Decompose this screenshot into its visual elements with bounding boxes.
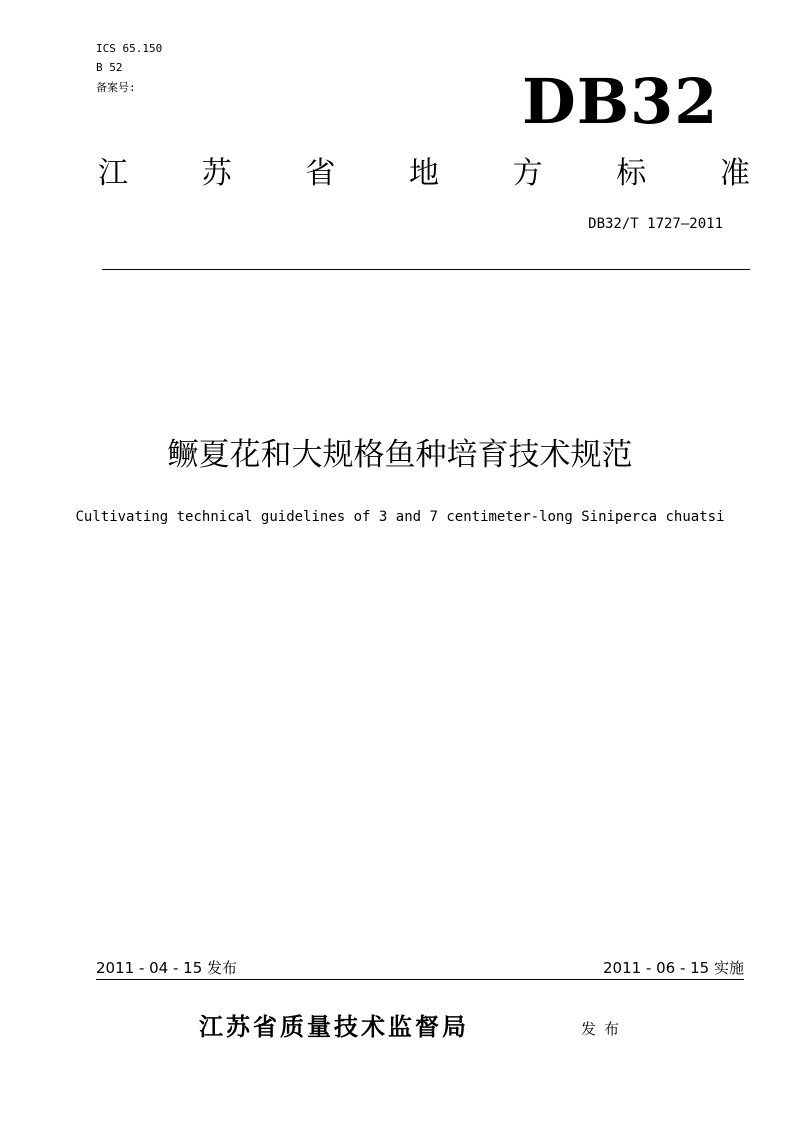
standard-number: DB32/T 1727—2011 (588, 216, 723, 232)
ccs-code: B 52 (96, 61, 123, 74)
standard-type-char: 苏 (201, 156, 232, 191)
standard-code-logo: DB32 (522, 65, 719, 138)
standard-type-char: 江 (98, 156, 128, 191)
record-number-label: 备案号: (96, 81, 136, 94)
document-title-chinese: 鳜夏花和大规格鱼种培育技术规范 (167, 437, 633, 473)
ics-code: ICS 65.150 (96, 42, 163, 55)
standard-type-char: 地 (408, 156, 439, 191)
publisher-name: 江苏省质量技术监督局 (199, 1013, 469, 1041)
standard-type-heading (98, 154, 750, 194)
standard-type-char: 省 (305, 156, 336, 191)
implementation-date: 2011 - 06 - 15 实施 (602, 959, 744, 977)
document-title-english: Cultivating technical guidelines of 3 and 7 centimeter-long Siniperca chuatsi (75, 509, 725, 525)
standard-type-char: 标 (616, 156, 647, 191)
standard-type-char: 方 (512, 156, 543, 191)
header-divider (102, 269, 750, 270)
standard-type-char: 准 (719, 156, 750, 191)
footer-divider (96, 979, 744, 980)
issue-date: 2011 - 04 - 15 发布 (96, 959, 238, 977)
publish-label: 发布 (581, 1020, 628, 1038)
